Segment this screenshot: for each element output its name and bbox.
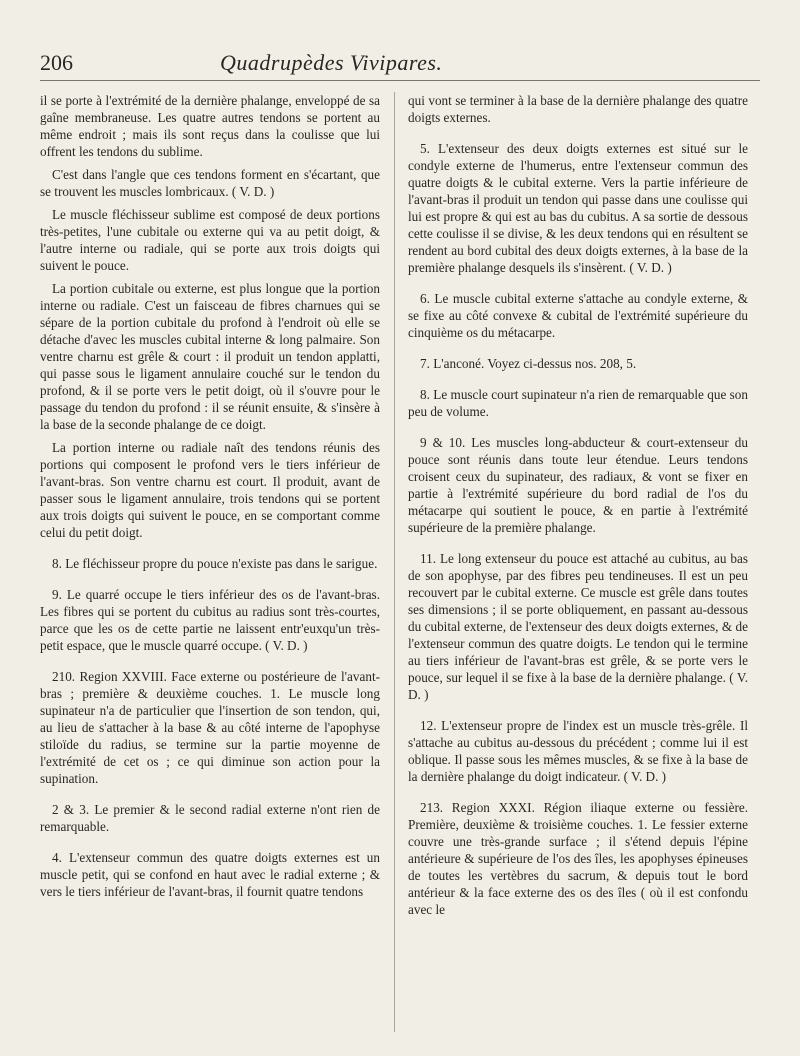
paragraph: 8. Le fléchisseur propre du pouce n'existe pas dans le sarigue. bbox=[52, 556, 378, 571]
section-paragraph: 210. Region XXVIII. Face externe ou postérieure de l'avant-bras ; première & deuxième couches. 1. Le muscle long supinateur n'a de particulier que l'insertion de son tendon, qui, au lieu de s'attacher à la base & au côté interne de l'apophyse stiloïde du radius, se termine sur la partie moyenne de l'extrémité de cet os ; ce qui diminue son action pour la supination. bbox=[40, 669, 380, 786]
paragraph: C'est dans l'angle que ces tendons forment en s'écartant, que se trouvent les muscles lombricaux. ( V. D. ) bbox=[40, 167, 380, 199]
paragraph: 6. Le muscle cubital externe s'attache au condyle externe, & se fixe au côté convexe & cubital de l'extrémité supérieure du cinquième os du métacarpe. bbox=[408, 291, 748, 340]
paragraph: il se porte à l'extrémité de la dernière phalange, enveloppé de sa gaîne membraneuse. Les quatre autres tendons se portent au même endroit ; mais ils sont reçus dans la coulisse que lui offrent les tendons du sublime. bbox=[40, 93, 380, 159]
running-title: Quadrupèdes Vivipares. bbox=[220, 50, 443, 75]
paragraph: 4. L'extenseur commun des quatre doigts externes est un muscle petit, qui se confond en haut avec le radial externe ; & vers le tiers inférieur de l'avant-bras, il fournit quatre tendons bbox=[40, 850, 380, 899]
section-paragraph: 213. Region XXXI. Région iliaque externe ou fessière. Première, deuxième & troisième couches. 1. Le fessier externe couvre une très-grande surface ; il s'étend depuis l'épine antérieure & supérieure de l'os des îles, les apophyses épineuses de toutes les vertèbres du sacrum, & depuis tout le bord antérieur & la face externe des os des îles ( où il est confondu avec le bbox=[408, 800, 748, 917]
paragraph: 8. Le muscle court supinateur n'a rien de remarquable que son peu de volume. bbox=[408, 387, 748, 419]
page-header bbox=[40, 50, 760, 90]
left-column bbox=[40, 92, 380, 906]
header-rule bbox=[40, 80, 760, 81]
paragraph: 2 & 3. Le premier & le second radial externe n'ont rien de remarquable. bbox=[40, 802, 380, 834]
paragraph: 12. L'extenseur propre de l'index est un muscle très-grêle. Il s'attache au cubitus au-dessous du précédent ; comme lui il est oblique. Il passe sous les mêmes muscles, & se fixe à la base de la dernière phalange du doigt indicateur. ( V. D. ) bbox=[408, 718, 748, 784]
paragraph: 5. L'extenseur des deux doigts externes est situé sur le condyle externe de l'humerus, entre l'extenseur commun des quatre doigts & le cubital externe. Vers la partie inférieure de l'avant-bras il produit un tendon qui passe dans une coulisse qui lui est propre & qui est au bas du cubitus. A sa sortie de dessous cette coulisse il se divise, & les deux tendons qui en résultent se rendent au bord cubital des deux doigts externes, à la base de la première phalange desquels ils s'insèrent. ( V. D. ) bbox=[408, 141, 748, 275]
page-number: 206 bbox=[40, 50, 73, 75]
paragraph: La portion cubitale ou externe, est plus longue que la portion interne ou radiale. C'est un faisceau de fibres charnues qui se sépare de la portion cubitale du profond à l'endroit où elle se détache d'avec les muscles cubital interne & long palmaire. Son ventre charnu est grêle & court : il produit un tendon applatti, qui passe sous le ligament annulaire couché sur le tendon du profond, & il se porte vers le petit doigt, où il s'ouvre pour le passage du tendon du profond : il se réunit ensuite, & s'insère à la base de la seconde phalange de ce doigt. bbox=[40, 281, 380, 432]
paragraph: 9. Le quarré occupe le tiers inférieur des os de l'avant-bras. Les fibres qui se portent du cubitus au radius sont très-courtes, parce que les os de cette partie ne laissent entr'euxqu'un très-petit espace, que le muscle quarré occupe. ( V. D. ) bbox=[40, 587, 380, 653]
paragraph: qui vont se terminer à la base de la dernière phalange des quatre doigts externes. bbox=[408, 93, 748, 125]
paragraph: 9 & 10. Les muscles long-abducteur & court-extenseur du pouce sont réunis dans toute leur étendue. Leurs tendons croisent ceux du supinateur, des radiaux, & vont se fixer en partie à l'extrémité supérieure du bord radial de l'os du métacarpe qui soutient le pouce, & en partie à l'extrémité supérieure de la première phalange. bbox=[408, 435, 748, 535]
paragraph: Le muscle fléchisseur sublime est composé de deux portions très-petites, l'une cubitale ou externe qui va au petit doigt, & l'autre interne ou radiale, qui se porte aux trois doigts qui suivent le pouce. bbox=[40, 207, 380, 273]
right-column bbox=[408, 92, 748, 924]
paragraph: La portion interne ou radiale naît des tendons réunis des portions qui composent le profond vers le tiers inférieur de l'avant-bras. Son ventre charnu est court. Il produit, avant de passer sous le ligament annulaire, trois tendons qui se portent aux trois doigts qui suivent le pouce, en se comportant comme celui du petit doigt. bbox=[40, 440, 380, 540]
paragraph: 7. L'anconé. Voyez ci-dessus nos. 208, 5. bbox=[420, 356, 637, 371]
paragraph: 11. Le long extenseur du pouce est attaché au cubitus, au bas de son apophyse, par des fibres peu tendineuses. Il est un peu recouvert par le cubital externe. Ce muscle est grêle dans toutes ses dimensions ; il se porte obliquement, en passant au-dessous du cubital externe, de l'extenseur des deux doigts externes, & de l'extenseur commun des quatre doigts. Le tendon qui le termine au tiers inférieur de l'avant-bras est grêle, & se porte vers le pouce, sur lequel il se fixe à la base de la dernière phalange. ( V. D. ) bbox=[408, 551, 748, 702]
column-divider bbox=[394, 92, 395, 1032]
